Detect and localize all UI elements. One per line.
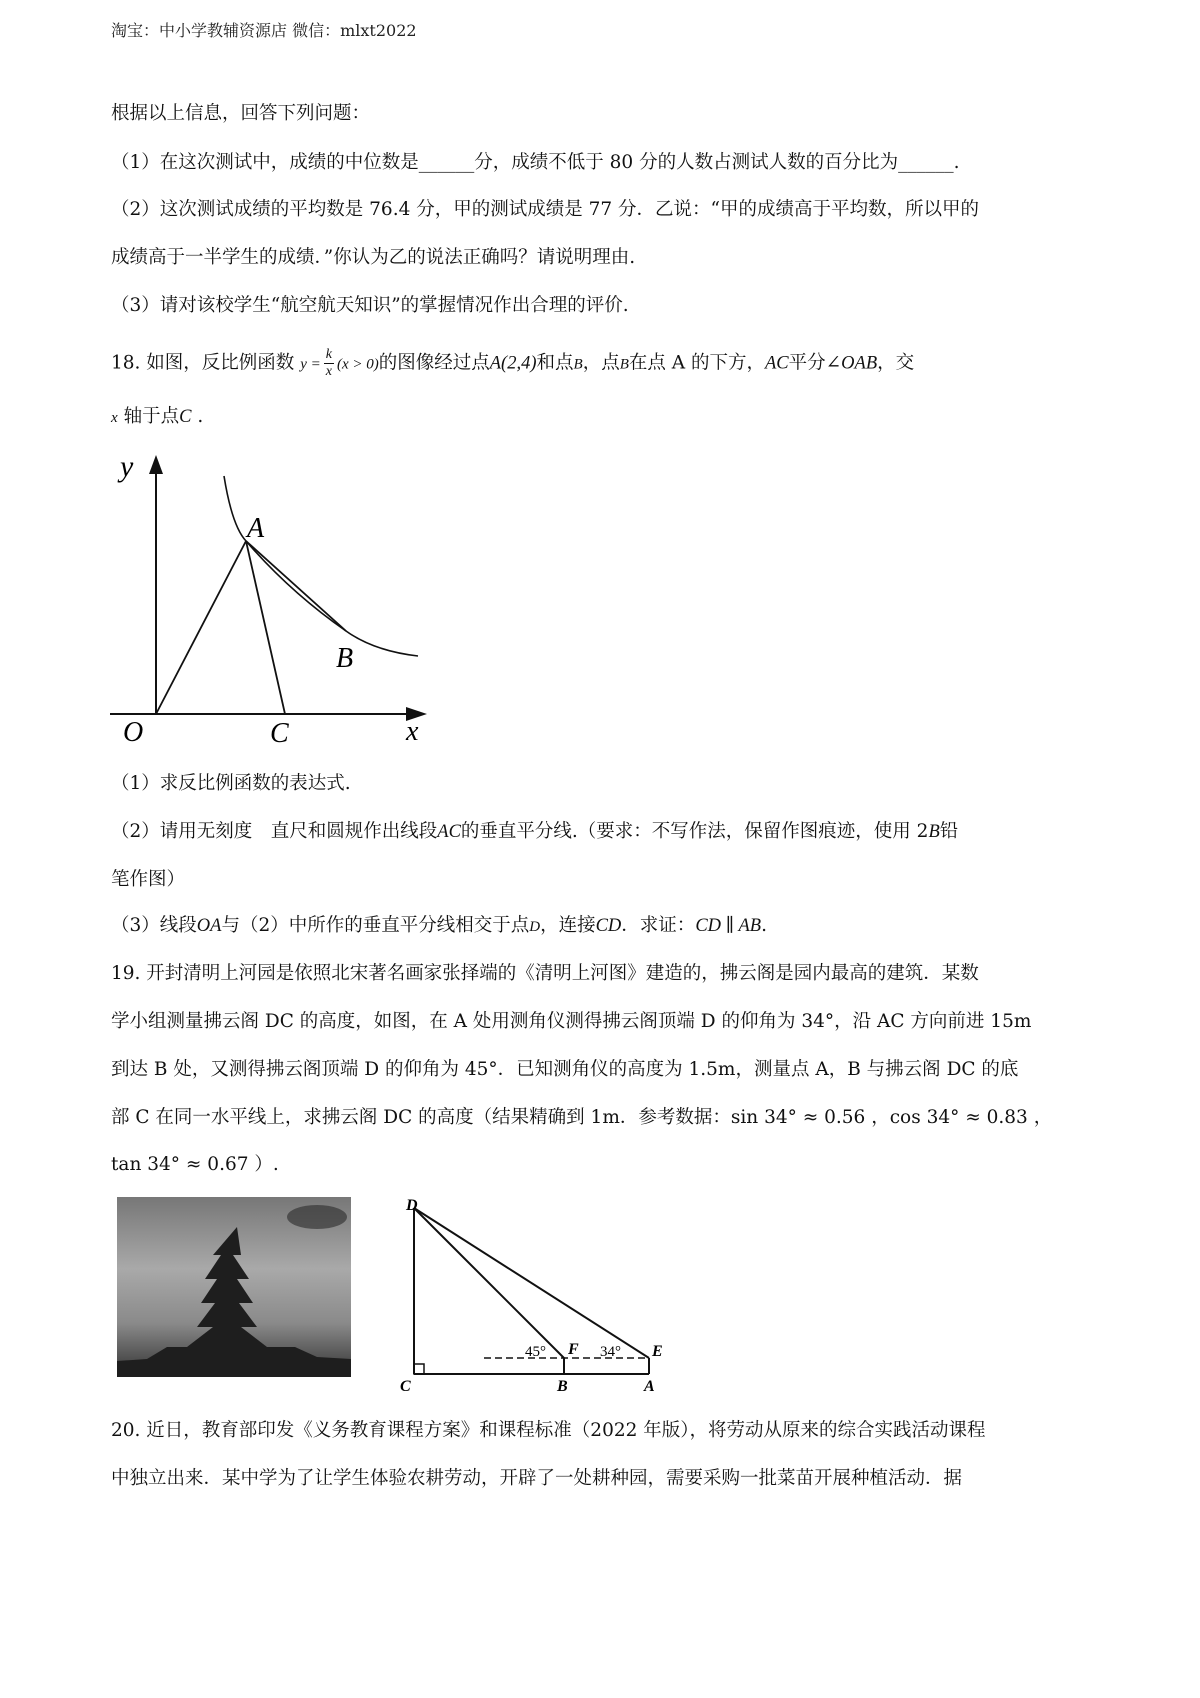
- q17-part2-line2: 成绩高于一半学生的成绩．”你认为乙的说法正确吗？请说明理由.: [111, 247, 636, 268]
- label-x: x: [406, 716, 419, 747]
- q18-s3d: ．求证：: [621, 915, 696, 936]
- y-axis-arrow: [149, 455, 163, 474]
- q18-s2a: （2）请用无刻度 直尺和圆规作出线段: [111, 821, 438, 842]
- q18-mid1: 的图像经过点: [378, 352, 490, 374]
- q17-part2-line1: （2）这次测试成绩的平均数是 76.4 分，甲的测试成绩是 77 分．乙说：“甲的成绩高于平均数，所以甲的: [111, 199, 979, 220]
- label-y: y: [120, 450, 134, 483]
- q18-s2b: 的垂直平分线.（要求：不写作法，保留作图痕迹，使用 2: [460, 821, 929, 842]
- q18-mid3: ，点: [582, 352, 620, 374]
- q19-line1: 19. 开封清明上河园是依照北宋著名画家张择端的《清明上河图》建造的，拂云阁是园内最高的建筑．某数: [111, 963, 979, 984]
- pavilion-photo: [117, 1197, 351, 1377]
- segment-DE: [414, 1208, 649, 1358]
- q18-x: x: [111, 410, 118, 426]
- q18-AC: AC: [765, 353, 789, 374]
- angle-34: 34°: [600, 1344, 621, 1360]
- intro-text: 根据以上信息，回答下列问题：: [111, 103, 371, 124]
- q18-stem-line2: [111, 403, 203, 432]
- q18-pointA: A(2,4): [489, 353, 537, 374]
- q18-line2-end: .: [197, 406, 204, 427]
- q17-part3: （3）请对该校学生“航空航天知识”的掌握情况作出合理的评价.: [111, 295, 629, 316]
- q18-s2-B: B: [928, 822, 940, 842]
- segment-DF: [414, 1208, 564, 1358]
- q18-line2-text: 轴于点: [123, 406, 180, 427]
- q17-part1: （1）在这次测试中，成绩的中位数是______分，成绩不低于 80 分的人数占测试人数的百分比为______.: [111, 152, 960, 173]
- q18-s3-OA: OA: [196, 916, 222, 936]
- q18-s3-D: D: [529, 919, 541, 935]
- label-B: B: [336, 643, 354, 674]
- right-angle-mark: [414, 1364, 424, 1374]
- q19-line3: 到达 B 处，又测得拂云阁顶端 D 的仰角为 45°．已知测角仪的高度为 1.5m，测量点 A，B 与拂云阁 DC 的底: [111, 1059, 1019, 1080]
- hyperbola-curve: [224, 476, 418, 656]
- label-A: A: [644, 1378, 655, 1395]
- q18-s2c: 铅: [939, 821, 959, 842]
- q18-frac-den: x: [325, 364, 332, 379]
- label-C: C: [400, 1378, 411, 1395]
- q18-sub2-line1: [111, 818, 958, 846]
- q19-figure: [392, 1196, 672, 1396]
- q18-B: B: [573, 356, 583, 373]
- angle-45: 45°: [525, 1344, 546, 1360]
- segment-AB: [246, 541, 346, 631]
- q20-line2: 中独立出来．某中学为了让学生体验农耕劳动，开辟了一处耕种园，需要采购一批菜苗开展种植活动．据: [111, 1468, 963, 1489]
- q18-fraction: [324, 347, 334, 380]
- q18-head: 18. 如图，反比例函数: [111, 352, 295, 374]
- q18-cond: (x > 0): [336, 356, 379, 373]
- pavilion-silhouette: [117, 1197, 351, 1377]
- q18-s3e: .: [761, 915, 767, 936]
- q18-sub3: [111, 912, 767, 941]
- q18-s2-AC: AC: [437, 822, 461, 842]
- q18-frac-num: k: [325, 347, 332, 362]
- q18-mid2: 和点: [536, 352, 574, 374]
- label-O: O: [123, 717, 144, 748]
- q18-tail: ，交: [877, 352, 915, 374]
- page-header: 淘宝：中小学教辅资源店 微信：mlxt2022: [111, 21, 417, 40]
- q18-func-y: y =: [300, 356, 321, 373]
- q20-line1: 20. 近日，教育部印发《义务教育课程方案》和课程标准（2022 年版），将劳动从原来的综合实践活动课程: [111, 1420, 986, 1441]
- q18-mid4: 在点 A 的下方，: [628, 352, 765, 374]
- label-A: A: [247, 513, 265, 544]
- q18-stem-line1: [111, 347, 914, 380]
- q18-s3-proof: CD ∥ AB: [695, 916, 762, 936]
- q18-s3b: 与（2）中所作的垂直平分线相交于点: [221, 915, 530, 936]
- q18-sub2-line2: 笔作图）: [111, 869, 186, 890]
- label-D: D: [406, 1197, 418, 1214]
- q18-s3-CD: CD: [595, 916, 622, 936]
- q19-line5: tan 34° ≈ 0.67 ）.: [111, 1154, 279, 1175]
- q18-sub1: （1）求反比例函数的表达式.: [111, 773, 351, 794]
- segment-AC: [246, 541, 285, 714]
- label-B: B: [557, 1378, 568, 1395]
- q19-line4: 部 C 在同一水平线上，求拂云阁 DC 的高度（结果精确到 1m．参考数据：sin 34° ≈ 0.56 ，cos 34° ≈ 0.83 ，: [111, 1107, 1053, 1128]
- q18-line2-C: C: [179, 407, 192, 427]
- q18-figure: [100, 440, 440, 750]
- label-F: F: [568, 1341, 579, 1358]
- q19-line2: 学小组测量拂云阁 DC 的高度，如图，在 A 处用测角仪测得拂云阁顶端 D 的仰角为 34°，沿 AC 方向前进 15m: [111, 1011, 1032, 1032]
- q18-B2: B: [619, 356, 629, 373]
- label-C: C: [270, 718, 289, 749]
- segment-OA: [156, 541, 246, 714]
- label-E: E: [652, 1343, 663, 1360]
- q18-s3c: ，连接: [540, 915, 596, 936]
- q18-mid5: 平分: [788, 352, 826, 374]
- q18-s3a: （3）线段: [111, 915, 197, 936]
- q18-angle: ∠OAB: [825, 353, 878, 374]
